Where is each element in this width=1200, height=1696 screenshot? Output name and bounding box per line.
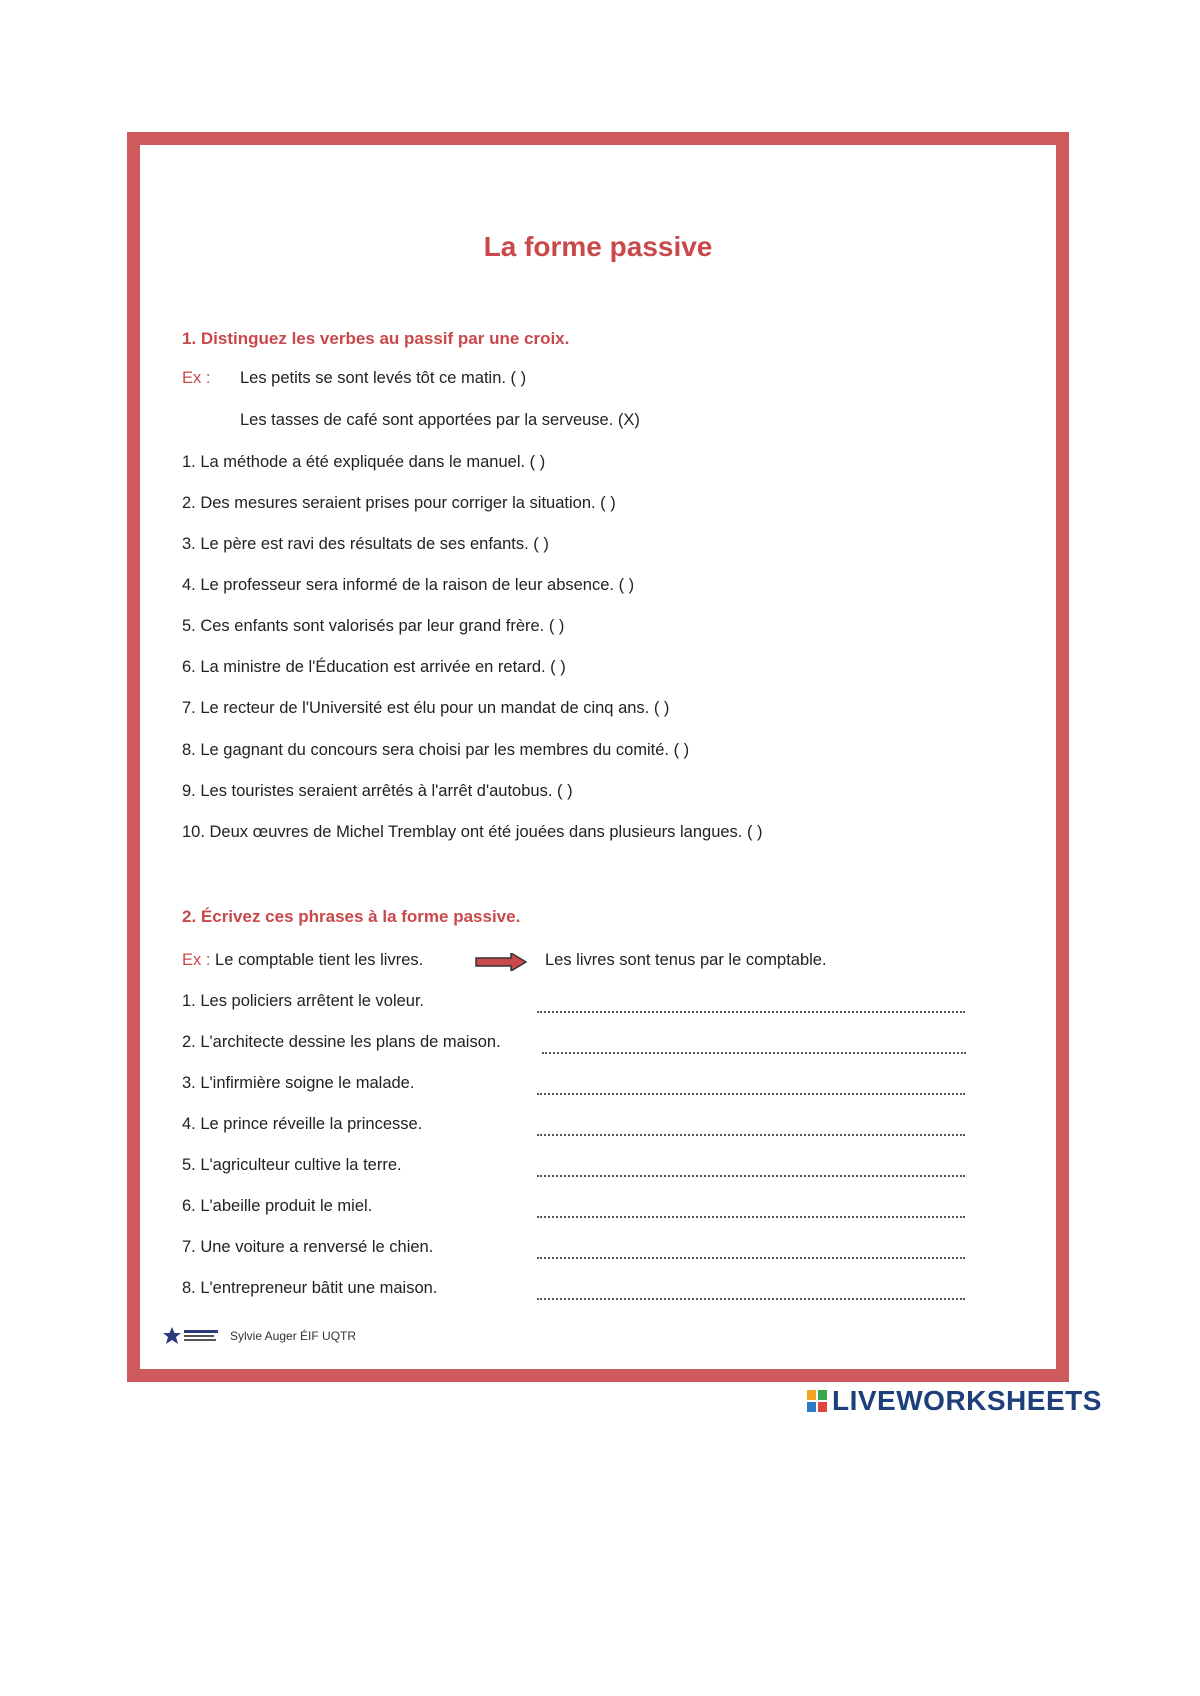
section2-item-8: 8. L'entrepreneur bâtit une maison. — [182, 1279, 438, 1297]
answer-line-7[interactable] — [537, 1257, 965, 1259]
section1-item-9: 9. Les touristes seraient arrêtés à l'arrêt d'autobus. ( ) — [182, 782, 573, 800]
answer-line-2[interactable] — [542, 1052, 966, 1054]
section2-item-5: 5. L'agriculteur cultive la terre. — [182, 1156, 402, 1174]
section2-example-label: Ex : — [182, 951, 211, 969]
section2-item-4: 4. Le prince réveille la princesse. — [182, 1115, 423, 1133]
section1-item-4: 4. Le professeur sera informé de la raison de leur absence. ( ) — [182, 576, 635, 594]
institution-logo-icon — [162, 1325, 222, 1347]
section1-item-1: 1. La méthode a été expliquée dans le manuel. ( ) — [182, 453, 546, 471]
section2-item-2: 2. L'architecte dessine les plans de maison. — [182, 1033, 501, 1051]
section1-item-3: 3. Le père est ravi des résultats de ses enfants. ( ) — [182, 535, 549, 553]
liveworksheets-logo-icon — [806, 1389, 828, 1413]
worksheet-frame — [127, 132, 1069, 1382]
section2-item-6: 6. L'abeille produit le miel. — [182, 1197, 373, 1215]
section2-example-passive: Les livres sont tenus par le comptable. — [545, 951, 827, 969]
section1-heading: 1. Distinguez les verbes au passif par une croix. — [182, 329, 570, 348]
answer-line-3[interactable] — [537, 1093, 965, 1095]
section1-item-6: 6. La ministre de l'Éducation est arrivée en retard. ( ) — [182, 658, 566, 676]
answer-line-5[interactable] — [537, 1175, 965, 1177]
brand-name: LIVEWORKSHEETS — [832, 1385, 1102, 1416]
section2-example — [182, 951, 423, 970]
section1-example-1 — [182, 369, 526, 388]
section2-item-3: 3. L'infirmière soigne le malade. — [182, 1074, 415, 1092]
page-title: La forme passive — [483, 231, 713, 262]
section1-item-5: 5. Ces enfants sont valorisés par leur grand frère. ( ) — [182, 617, 565, 635]
section1-item-7: 7. Le recteur de l'Université est élu pour un mandat de cinq ans. ( ) — [182, 699, 670, 717]
section1-example-label: Ex : — [182, 369, 211, 387]
answer-line-6[interactable] — [537, 1216, 965, 1218]
section1-item-10: 10. Deux œuvres de Michel Tremblay ont été jouées dans plusieurs langues. ( ) — [182, 823, 763, 841]
section2-example-active: Le comptable tient les livres. — [215, 951, 424, 969]
right-arrow-icon — [475, 953, 527, 971]
footer-author: Sylvie Auger ÉIF UQTR — [230, 1329, 357, 1343]
section1-example-2: Les tasses de café sont apportées par la serveuse. (X) — [240, 411, 640, 429]
answer-line-8[interactable] — [537, 1298, 965, 1300]
section2-item-7: 7. Une voiture a renversé le chien. — [182, 1238, 434, 1256]
section2-item-1: 1. Les policiers arrêtent le voleur. — [182, 992, 425, 1010]
footer — [162, 1325, 356, 1347]
answer-line-4[interactable] — [537, 1134, 965, 1136]
section2-heading: 2. Écrivez ces phrases à la forme passive. — [182, 907, 521, 926]
section1-item-2: 2. Des mesures seraient prises pour corriger la situation. ( ) — [182, 494, 616, 512]
section1-item-8: 8. Le gagnant du concours sera choisi par les membres du comité. ( ) — [182, 741, 690, 759]
section1-example-text-1: Les petits se sont levés tôt ce matin. ( ) — [240, 369, 527, 387]
liveworksheets-brand[interactable] — [806, 1385, 1102, 1417]
answer-line-1[interactable] — [537, 1011, 965, 1013]
